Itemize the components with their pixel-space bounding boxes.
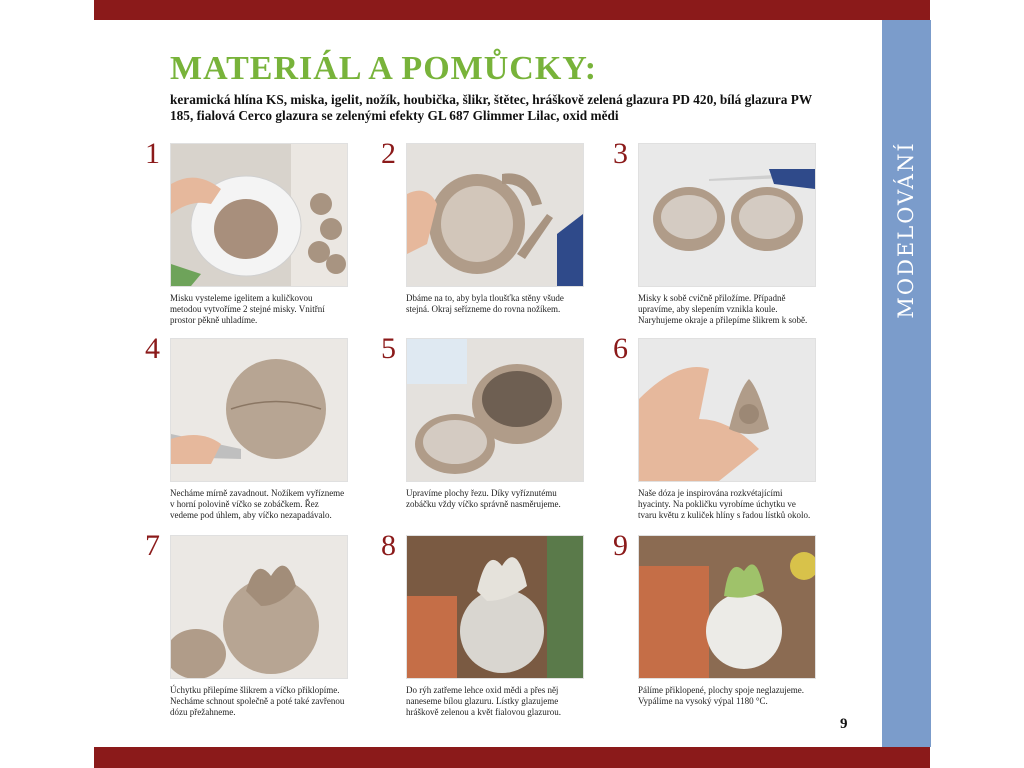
side-tab-label: MODELOVÁNÍ [894,141,918,319]
step-photo [406,338,584,482]
step-photo [406,535,584,679]
step-photo [406,143,584,287]
step-photo [170,338,348,482]
step-number: 5 [381,332,396,365]
step-caption: Necháme mírně zavadnout. Nožíkem vyřízneme v horní polovině víčko se zobáčkem. Řez vedeme pod úhlem, aby víčko nezapadávalo. [170,488,345,520]
materials-list: keramická hlína KS, miska, igelit, nožík, houbička, šlikr, štětec, hráškově zelená glazura PD 420, bílá glazura PW 185, fialová Cerco glazura se zelenými efekty GL 687 Glimmer Lilac, oxid mědi [170,92,812,123]
step-2 [381,137,582,315]
side-tab [882,20,931,747]
step-9 [613,529,814,707]
step-caption: Misky k sobě cvičně přiložíme. Případně upravíme, aby slepením vznikla koule. Naryhujeme okraje a přilepíme šlikrem k sobě. [638,293,808,325]
step-number: 1 [145,137,160,170]
step-1 [145,137,346,326]
page-title: MATERIÁL A POMŮCKY: [170,50,598,87]
step-4 [145,332,346,521]
step-5 [381,332,582,510]
step-number: 4 [145,332,160,365]
step-3 [613,137,814,326]
step-caption: Do rýh zatřeme lehce oxid mědi a přes něj naneseme bílou glazuru. Lístky glazujeme hráškově zelenou a květ fialovou glazurou. [406,685,561,717]
step-photo [638,338,816,482]
step-number: 9 [613,529,628,562]
step-number: 6 [613,332,628,365]
step-photo [638,143,816,287]
step-photo [170,143,348,287]
step-caption: Dbáme na to, aby byla tloušťka stěny všude stejná. Okraj seřízneme do rovna nožíkem. [406,293,564,314]
top-border-bar [94,0,930,20]
step-caption: Pálíme přiklopené, plochy spoje neglazujeme. Vypálíme na vysoký výpal 1180 °C. [638,685,804,706]
bottom-border-bar [94,747,930,768]
step-photo [638,535,816,679]
step-number: 7 [145,529,160,562]
step-6 [613,332,814,521]
step-number: 3 [613,137,628,170]
step-caption: Upravíme plochy řezu. Díky vyříznutému zobáčku vždy víčko správně nasměrujeme. [406,488,561,509]
step-8 [381,529,582,718]
step-number: 2 [381,137,396,170]
step-number: 8 [381,529,396,562]
step-caption: Misku vysteleme igelitem a kuličkovou metodou vytvoříme 2 stejné misky. Vnitřní prostor pěkně uhladíme. [170,293,325,325]
step-caption: Úchytku přilepíme šlikrem a víčko přiklopíme. Necháme schnout společně a poté také zavřenou dózu přežahneme. [170,685,345,717]
step-photo [170,535,348,679]
page-number: 9 [840,716,848,732]
step-7 [145,529,346,718]
step-caption: Naše dóza je inspirována rozkvétajícími hyacinty. Na pokličku vyrobíme úchytku ve tvaru květu z kuliček hlíny s řadou lístků okolo. [638,488,811,520]
